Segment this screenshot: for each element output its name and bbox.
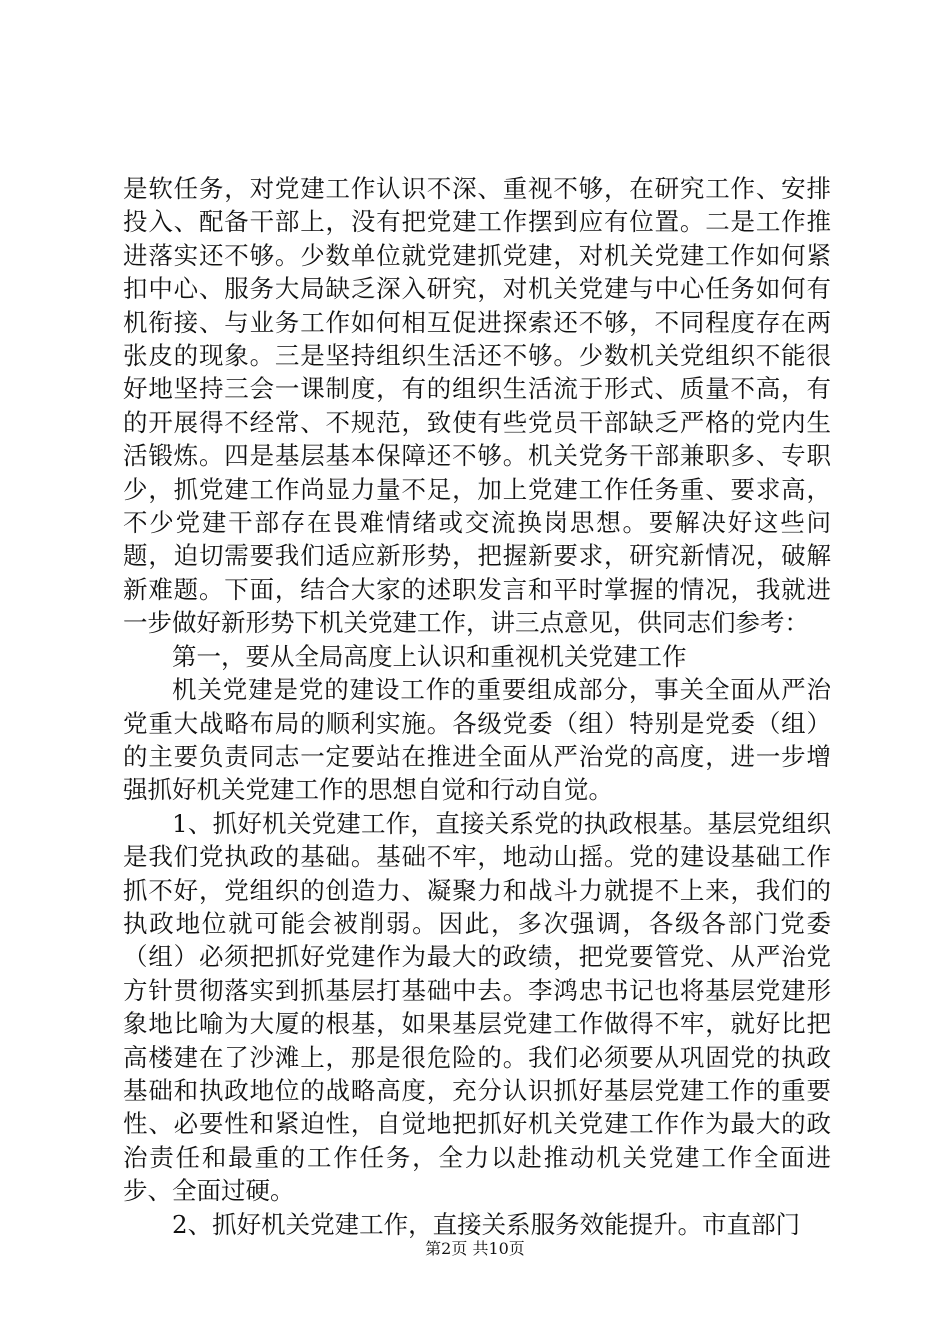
paragraph: 1、抓好机关党建工作，直接关系党的执政根基。基层党组织是我们党执政的基础。基础不牢，地动山摇。党的建设基础工作抓不好，党组织的创造力、凝聚力和战斗力就提不上来，我们的执政地位就可能会被削弱。因此，多次强调，各级各部门党委（组）必须把抓好党建作为最大的政绩，把党要管党、从严治党方针贯彻落实到抓基层打基础中去。李鸿忠书记也将基层党建形象地比喻为大厦的根基，如果基层党建工作做得不牢，就好比把高楼建在了沙滩上，那是很危险的。我们必须要从巩固党的执政基础和执政地位的战略高度，充分认识抓好基层党建工作的重要性、必要性和紧迫性，自觉地把抓好机关党建工作作为最大的政治责任和最重的工作任务，全力以赴推动机关党建工作全面进步、全面过硬。 [123,808,831,1206]
document-body [123,172,831,1241]
page-number-footer: 第2页 共10页 [425,1239,525,1258]
section-heading: 第一，要从全局高度上认识和重视机关党建工作 [172,641,687,671]
paragraph: 机关党建是党的建设工作的重要组成部分，事关全面从严治党重大战略布局的顺利实施。各级党委（组）特别是党委（组）的主要负责同志一定要站在推进全面从严治党的高度，进一步增强抓好机关党建工作的思想自觉和行动自觉。 [123,675,831,805]
paragraph-continuation: 是软任务，对党建工作认识不深、重视不够，在研究工作、安排投入、配备干部上，没有把党建工作摆到应有位置。二是工作推进落实还不够。少数单位就党建抓党建，对机关党建工作如何紧扣中心、服务大局缺乏深入研究，对机关党建与中心任务如何有机衔接、与业务工作如何相互促进探索还不够，不同程度存在两张皮的现象。三是坚持组织生活还不够。少数机关党组织不能很好地坚持三会一课制度，有的组织生活流于形式、质量不高，有的开展得不经常、不规范，致使有些党员干部缺乏严格的党内生活锻炼。四是基层基本保障还不够。机关党务干部兼职多、专职少，抓党建工作尚显力量不足，加上党建工作任务重、要求高，不少党建干部存在畏难情绪或交流换岗思想。要解决好这些问题，迫切需要我们适应新形势，把握新要求，研究新情况，破解新难题。下面，结合大家的述职发言和平时掌握的情况，我就进一步做好新形势下机关党建工作，讲三点意见，供同志们参考： [123,174,831,638]
paragraph: 2、抓好机关党建工作，直接关系服务效能提升。市直部门 [172,1209,801,1239]
